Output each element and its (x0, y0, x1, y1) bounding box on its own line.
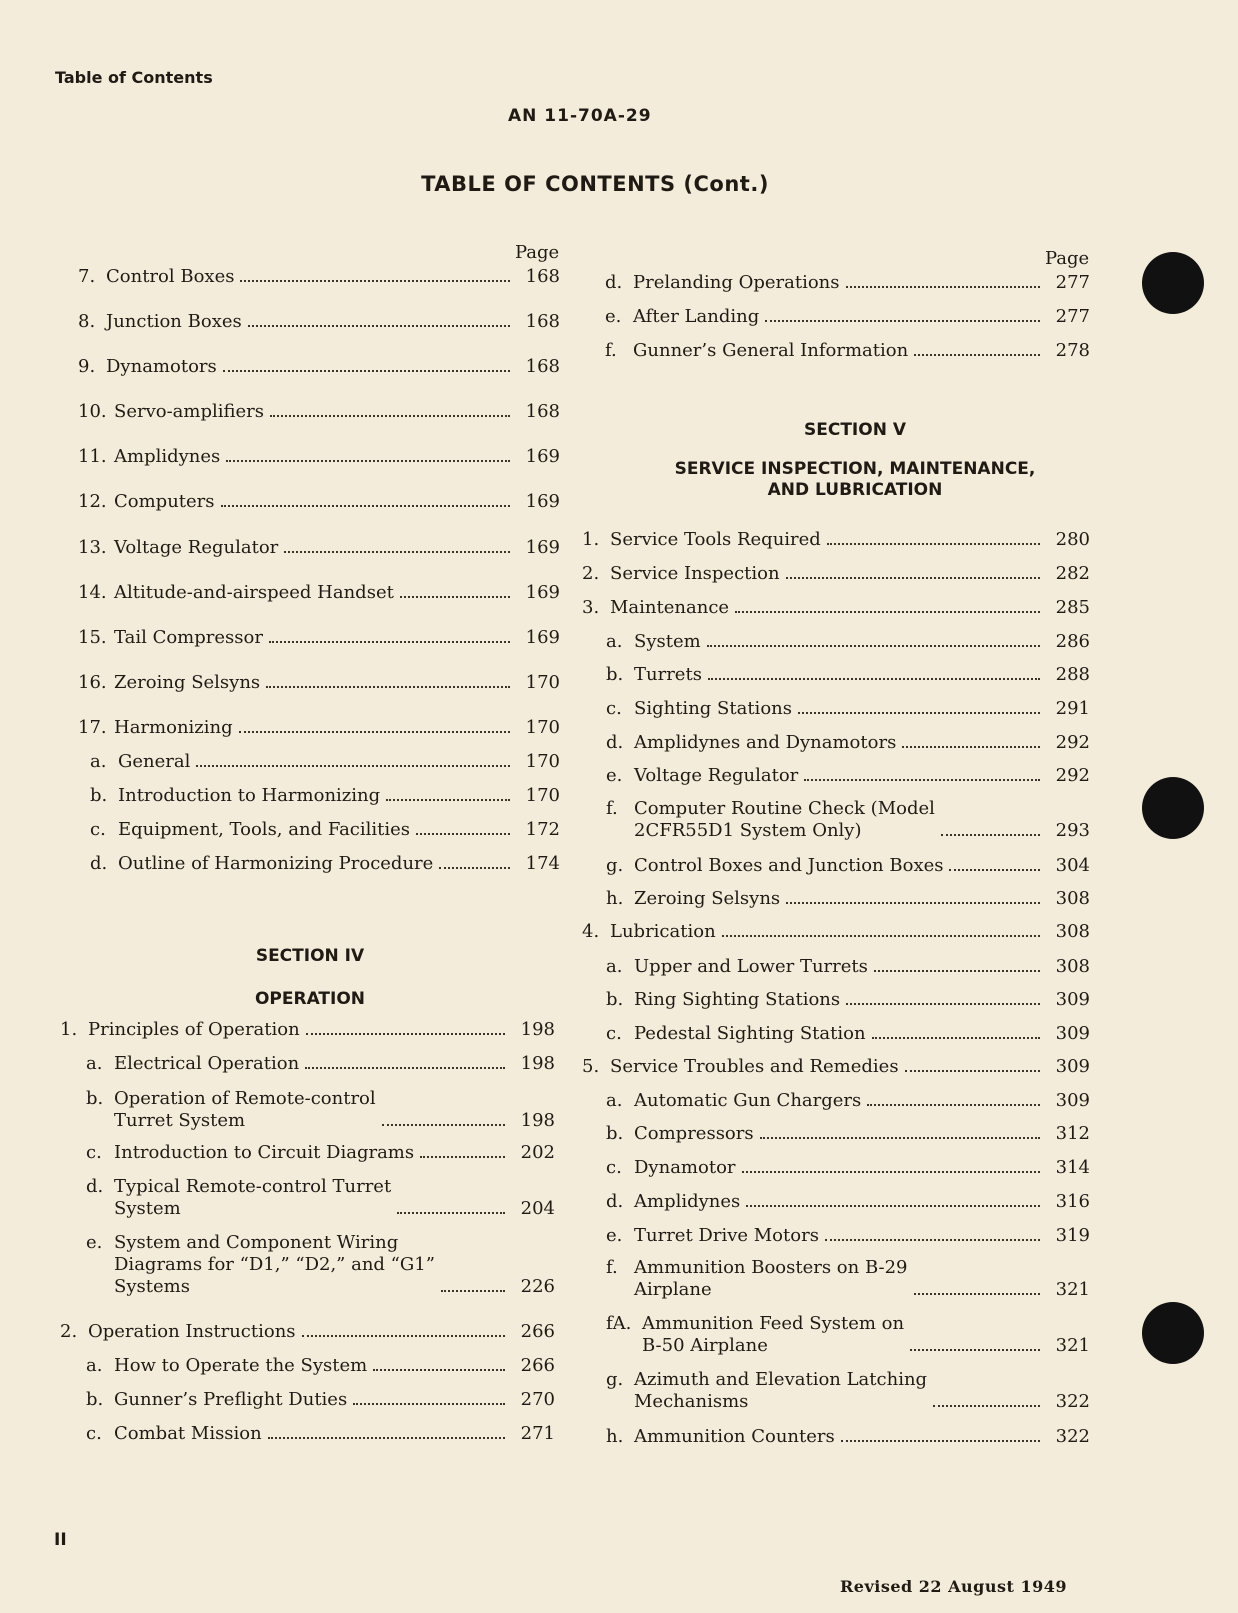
dot-leader (269, 641, 510, 643)
entry-number: 5. (582, 1056, 600, 1077)
entry-page-number: 321 (1055, 1335, 1090, 1356)
entry-number: a. (86, 1053, 103, 1074)
toc-entry (78, 266, 560, 288)
entry-number: 7. (78, 266, 96, 287)
entry-label: Introduction to Harmonizing (118, 785, 381, 806)
binder-hole-bottom (1142, 1302, 1204, 1364)
entry-label: Maintenance (610, 597, 730, 618)
dot-leader (804, 779, 1040, 781)
entry-number: 3. (582, 597, 600, 618)
entry-label: Lubrication (610, 921, 716, 942)
entry-number: f. (606, 798, 618, 819)
entry-number: c. (86, 1423, 102, 1444)
dot-leader (240, 280, 510, 282)
dot-leader (221, 505, 510, 507)
dot-leader (223, 370, 510, 372)
toc-entry (86, 1423, 555, 1445)
entry-label: Electrical Operation (114, 1053, 300, 1074)
entry-label: Service Tools Required (610, 529, 821, 550)
toc-entry (86, 1088, 555, 1132)
dot-leader (941, 834, 1040, 836)
toc-entry (78, 627, 560, 649)
entry-page-number: 286 (1055, 631, 1090, 652)
entry-page-number: 293 (1055, 820, 1090, 841)
entry-label: How to Operate the System (114, 1355, 368, 1376)
entry-number: d. (90, 853, 108, 874)
toc-entry (606, 631, 1090, 653)
entry-number: c. (606, 698, 622, 719)
entry-number: 10. (78, 401, 107, 422)
entry-number: a. (86, 1355, 103, 1376)
entry-page-number: 226 (520, 1276, 555, 1297)
entry-page-number: 202 (520, 1142, 555, 1163)
entry-label: Voltage Regulator (634, 765, 799, 786)
entry-page-number: 308 (1055, 888, 1090, 909)
toc-entry (582, 921, 1090, 943)
dot-leader (867, 1104, 1040, 1106)
entry-number: a. (606, 956, 623, 977)
entry-number: h. (606, 888, 624, 909)
entry-page-number: 270 (520, 1389, 555, 1410)
entry-page-number: 277 (1055, 306, 1090, 327)
entry-page-number: 198 (520, 1053, 555, 1074)
entry-number: fA. (606, 1313, 632, 1334)
entry-number: b. (86, 1088, 104, 1109)
page-folio: II (54, 1530, 67, 1550)
entry-page-number: 168 (525, 311, 560, 332)
toc-entry (606, 1157, 1090, 1179)
entry-page-number: 170 (525, 751, 560, 772)
toc-entry (605, 340, 1090, 362)
entry-label: Prelanding Operations (633, 272, 840, 293)
entry-number: 8. (78, 311, 96, 332)
entry-label: Amplidynes and Dynamotors (634, 732, 897, 753)
dot-leader (439, 867, 510, 869)
entry-number: c. (86, 1142, 102, 1163)
dot-leader (872, 1037, 1040, 1039)
toc-entry (90, 819, 560, 841)
dot-leader (302, 1335, 505, 1337)
entry-page-number: 304 (1055, 855, 1090, 876)
toc-entry (582, 597, 1090, 619)
dot-leader (239, 731, 510, 733)
entry-label: Zeroing Selsyns (634, 888, 781, 909)
entry-label: Amplidynes (114, 446, 221, 467)
entry-number: 4. (582, 921, 600, 942)
entry-page-number: 322 (1055, 1426, 1090, 1447)
entry-page-number: 285 (1055, 597, 1090, 618)
toc-entry (86, 1232, 555, 1298)
entry-number: d. (606, 732, 624, 753)
toc-entry (78, 582, 560, 604)
entry-label: After Landing (633, 306, 760, 327)
entry-label: Compressors (634, 1123, 754, 1144)
toc-entry (90, 751, 560, 773)
toc-entry (606, 1313, 1090, 1357)
entry-number: c. (606, 1023, 622, 1044)
entry-label: Dynamotor (634, 1157, 736, 1178)
entry-number: 14. (78, 582, 107, 603)
entry-page-number: 271 (520, 1423, 555, 1444)
dot-leader (798, 712, 1040, 714)
entry-label: Introduction to Circuit Diagrams (114, 1142, 415, 1163)
entry-label: Junction Boxes (106, 311, 242, 332)
toc-entry (582, 563, 1090, 585)
toc-entry (606, 1123, 1090, 1145)
running-head: Table of Contents (55, 68, 213, 87)
entry-number: e. (606, 765, 623, 786)
entry-label: General (118, 751, 191, 772)
toc-entry (78, 401, 560, 423)
toc-entry (606, 765, 1090, 787)
entry-page-number: 170 (525, 785, 560, 806)
dot-leader (949, 869, 1040, 871)
entry-number: f. (605, 340, 617, 361)
toc-entry (78, 672, 560, 694)
entry-label: Harmonizing (114, 717, 233, 738)
toc-entry (78, 491, 560, 513)
dot-leader (266, 686, 510, 688)
entry-page-number: 198 (520, 1019, 555, 1040)
toc-entry (78, 537, 560, 559)
entry-page-number: 168 (525, 401, 560, 422)
entry-page-number: 308 (1055, 921, 1090, 942)
dot-leader (746, 1205, 1040, 1207)
toc-entry (606, 1225, 1090, 1247)
entry-number: h. (606, 1426, 624, 1447)
dot-leader (416, 833, 510, 835)
entry-label: Pedestal Sighting Station (634, 1023, 866, 1044)
entry-number: 1. (60, 1019, 78, 1040)
dot-leader (742, 1171, 1040, 1173)
page-title: TABLE OF CONTENTS (Cont.) (421, 172, 769, 196)
dot-leader (914, 1293, 1040, 1295)
toc-entry (582, 529, 1090, 551)
entry-label: Operation of Remote-control Turret System (114, 1088, 376, 1131)
toc-entry (86, 1142, 555, 1164)
entry-number: 9. (78, 356, 96, 377)
document-number: AN 11-70A-29 (508, 106, 652, 126)
entry-number: 12. (78, 491, 107, 512)
entry-number: b. (606, 664, 624, 685)
dot-leader (933, 1405, 1040, 1407)
dot-leader (386, 799, 510, 801)
dot-leader (846, 1003, 1040, 1005)
dot-leader (196, 765, 510, 767)
toc-entry (606, 1426, 1090, 1448)
entry-number: a. (90, 751, 107, 772)
entry-page-number: 169 (525, 627, 560, 648)
entry-page-number: 169 (525, 491, 560, 512)
entry-number: 11. (78, 446, 107, 467)
toc-entry (60, 1019, 555, 1041)
binder-hole-top (1142, 252, 1204, 314)
entry-label: Zeroing Selsyns (114, 672, 261, 693)
entry-page-number: 278 (1055, 340, 1090, 361)
entry-number: 2. (582, 563, 600, 584)
entry-page-number: 204 (520, 1198, 555, 1219)
entry-page-number: 172 (525, 819, 560, 840)
entry-label: Operation Instructions (88, 1321, 296, 1342)
dot-leader (902, 746, 1040, 748)
entry-page-number: 309 (1055, 1090, 1090, 1111)
entry-label: Dynamotors (106, 356, 217, 377)
entry-number: b. (606, 1123, 624, 1144)
toc-entry (606, 989, 1090, 1011)
dot-leader (353, 1403, 505, 1405)
revision-date: Revised 22 August 1949 (840, 1577, 1067, 1596)
entry-page-number: 291 (1055, 698, 1090, 719)
entry-number: 16. (78, 672, 107, 693)
section-5-number: SECTION V (803, 420, 906, 440)
toc-entry (606, 1257, 1090, 1301)
dot-leader (248, 325, 510, 327)
dot-leader (760, 1137, 1040, 1139)
entry-label: Ring Sighting Stations (634, 989, 841, 1010)
toc-entry (606, 1369, 1090, 1413)
toc-entry (90, 785, 560, 807)
dot-leader (420, 1156, 505, 1158)
dot-leader (841, 1440, 1040, 1442)
toc-entry (606, 888, 1090, 910)
entry-label: Combat Mission (114, 1423, 262, 1444)
binder-hole-middle (1142, 777, 1204, 839)
entry-page-number: 314 (1055, 1157, 1090, 1178)
entry-label: Computers (114, 491, 215, 512)
entry-number: 13. (78, 537, 107, 558)
toc-entry (606, 664, 1090, 686)
toc-entry (86, 1176, 555, 1220)
toc-entry (606, 956, 1090, 978)
section-4-number: SECTION IV (255, 946, 365, 966)
dot-leader (786, 902, 1040, 904)
entry-number: 15. (78, 627, 107, 648)
entry-label: Ammunition Boosters on B-29 Airplane (634, 1257, 908, 1300)
toc-entry (606, 698, 1090, 720)
entry-number: e. (606, 1225, 623, 1246)
entry-page-number: 308 (1055, 956, 1090, 977)
entry-page-number: 169 (525, 537, 560, 558)
entry-number: 1. (582, 529, 600, 550)
entry-label: Service Troubles and Remedies (610, 1056, 899, 1077)
entry-page-number: 321 (1055, 1279, 1090, 1300)
entry-page-number: 266 (520, 1321, 555, 1342)
entry-label: Automatic Gun Chargers (634, 1090, 862, 1111)
entry-page-number: 168 (525, 266, 560, 287)
dot-leader (905, 1070, 1040, 1072)
toc-entry (606, 798, 1090, 842)
toc-entry (582, 1056, 1090, 1078)
entry-number: b. (86, 1389, 104, 1410)
dot-leader (914, 354, 1040, 356)
entry-number: d. (606, 1191, 624, 1212)
entry-page-number: 309 (1055, 1023, 1090, 1044)
entry-page-number: 170 (525, 717, 560, 738)
entry-label: Typical Remote-control Turret System (114, 1176, 392, 1219)
dot-leader (825, 1239, 1040, 1241)
dot-leader (400, 596, 510, 598)
entry-page-number: 309 (1055, 1056, 1090, 1077)
toc-entry (605, 306, 1090, 328)
entry-number: a. (606, 1090, 623, 1111)
entry-label: Azimuth and Elevation Latching Mechanisms (634, 1369, 928, 1412)
entry-page-number: 288 (1055, 664, 1090, 685)
entry-label: Upper and Lower Turrets (634, 956, 868, 977)
dot-leader (827, 543, 1040, 545)
toc-entry (78, 311, 560, 333)
entry-page-number: 280 (1055, 529, 1090, 550)
entry-number: g. (606, 1369, 624, 1390)
entry-label: System (634, 631, 701, 652)
entry-number: d. (86, 1176, 104, 1197)
entry-label: Equipment, Tools, and Facilities (118, 819, 411, 840)
entry-number: 17. (78, 717, 107, 738)
entry-number: 2. (60, 1321, 78, 1342)
toc-entry (606, 1191, 1090, 1213)
entry-page-number: 292 (1055, 732, 1090, 753)
toc-entry (606, 1090, 1090, 1112)
entry-page-number: 316 (1055, 1191, 1090, 1212)
toc-entry (78, 446, 560, 468)
entry-label: Principles of Operation (88, 1019, 300, 1040)
entry-label: Tail Compressor (114, 627, 263, 648)
dot-leader (708, 678, 1040, 680)
dot-leader (874, 970, 1040, 972)
toc-entry (86, 1389, 555, 1411)
entry-label: Ammunition Counters (634, 1426, 835, 1447)
entry-number: a. (606, 631, 623, 652)
toc-entry (86, 1053, 555, 1075)
dot-leader (306, 1033, 505, 1035)
entry-number: c. (606, 1157, 622, 1178)
dot-leader (226, 460, 510, 462)
entry-number: f. (606, 1257, 618, 1278)
entry-label: Altitude-and-airspeed Handset (114, 582, 394, 603)
entry-page-number: 292 (1055, 765, 1090, 786)
entry-number: b. (606, 989, 624, 1010)
dot-leader (270, 415, 510, 417)
entry-page-number: 169 (525, 446, 560, 467)
dot-leader (441, 1290, 505, 1292)
section-4-title: OPERATION (254, 989, 366, 1009)
toc-entry (78, 717, 560, 739)
section-5-title: SERVICE INSPECTION, MAINTENANCE, AND LUBRICATION (674, 459, 1036, 500)
entry-label: Amplidynes (634, 1191, 741, 1212)
entry-label: Turret Drive Motors (634, 1225, 819, 1246)
entry-page-number: 174 (525, 853, 560, 874)
dot-leader (305, 1067, 505, 1069)
entry-label: Voltage Regulator (114, 537, 279, 558)
toc-entry (606, 855, 1090, 877)
dot-leader (284, 551, 510, 553)
entry-page-number: 169 (525, 582, 560, 603)
entry-label: Turrets (634, 664, 702, 685)
dot-leader (735, 611, 1040, 613)
toc-entry (86, 1355, 555, 1377)
entry-page-number: 168 (525, 356, 560, 377)
entry-label: Ammunition Feed System on B-50 Airplane (642, 1313, 905, 1356)
entry-label: Gunner’s Preflight Duties (114, 1389, 348, 1410)
entry-page-number: 309 (1055, 989, 1090, 1010)
entry-page-number: 198 (520, 1110, 555, 1131)
right-page-column-label: Page (1045, 248, 1090, 269)
toc-entry (78, 356, 560, 378)
entry-label: Service Inspection (610, 563, 780, 584)
entry-page-number: 319 (1055, 1225, 1090, 1246)
left-page-column-label: Page (515, 242, 560, 263)
entry-page-number: 322 (1055, 1391, 1090, 1412)
toc-entry (606, 1023, 1090, 1045)
entry-page-number: 282 (1055, 563, 1090, 584)
dot-leader (268, 1437, 505, 1439)
toc-entry (606, 732, 1090, 754)
dot-leader (373, 1369, 505, 1371)
entry-page-number: 170 (525, 672, 560, 693)
entry-label: Control Boxes and Junction Boxes (634, 855, 944, 876)
toc-entry (90, 853, 560, 875)
entry-label: Servo-amplifiers (114, 401, 265, 422)
entry-label: Gunner’s General Information (633, 340, 909, 361)
toc-entry (605, 272, 1090, 294)
dot-leader (707, 645, 1040, 647)
dot-leader (786, 577, 1040, 579)
dot-leader (382, 1124, 505, 1126)
entry-page-number: 266 (520, 1355, 555, 1376)
entry-number: g. (606, 855, 624, 876)
entry-number: c. (90, 819, 106, 840)
dot-leader (397, 1212, 505, 1214)
dot-leader (846, 286, 1041, 288)
entry-number: d. (605, 272, 623, 293)
entry-number: b. (90, 785, 108, 806)
entry-label: Sighting Stations (634, 698, 792, 719)
entry-page-number: 312 (1055, 1123, 1090, 1144)
entry-number: e. (605, 306, 622, 327)
toc-entry (60, 1321, 555, 1343)
dot-leader (765, 320, 1040, 322)
dot-leader (910, 1349, 1040, 1351)
entry-number: e. (86, 1232, 103, 1253)
entry-page-number: 277 (1055, 272, 1090, 293)
entry-label: Outline of Harmonizing Procedure (118, 853, 434, 874)
entry-label: Control Boxes (106, 266, 235, 287)
entry-label: Computer Routine Check (Model 2CFR55D1 System Only) (634, 798, 935, 841)
dot-leader (722, 935, 1040, 937)
entry-label: System and Component Wiring Diagrams for “D1,” “D2,” and “G1” Systems (114, 1232, 435, 1297)
